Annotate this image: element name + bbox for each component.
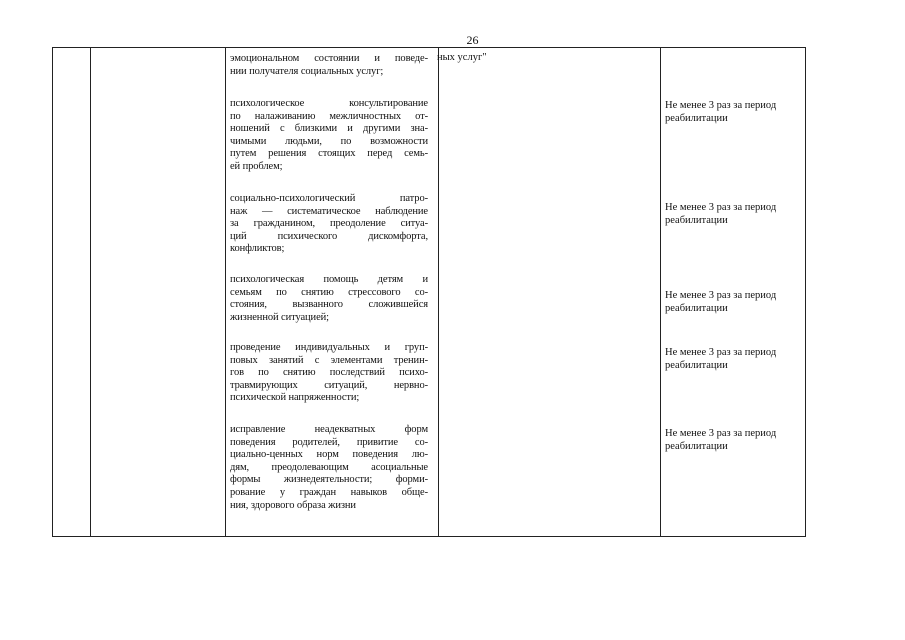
service-line: травмирующих ситуаций, нервно- [230,379,428,391]
service-line: жизненной ситуацией; [230,311,329,323]
service-line: формы жизнедеятельности; форми- [230,474,428,486]
service-line: исправление неадекватных форм [230,424,428,435]
column-divider-3 [438,47,439,537]
service-description-2 [230,193,428,256]
service-period-2: Не менее 3 раз за период реабилитации [665,202,777,226]
service-line: циально-ценных норм поведения лю- [230,449,428,461]
service-line: семьям по снятию стрессового со- [230,286,428,298]
service-line: проведение индивидуальных и груп- [230,342,428,353]
service-line: повых занятий с элементами тренин- [230,354,428,366]
service-description-5 [230,424,428,512]
service-line: чимыми людьми, по возможности [230,135,428,147]
service-line: рование у граждан навыков обще- [230,486,428,498]
service-line: социально-психологический патро- [230,193,428,204]
service-line: дям, преодолевающим асоциальные [230,461,428,473]
service-line: психологическая помощь детям и [230,274,428,285]
column-divider-2 [225,47,226,537]
overflow-text: ных услуг" [437,52,487,63]
column-divider-4 [660,47,661,537]
service-description-0 [230,53,428,78]
service-line: гов по снятию последствий психо- [230,367,428,379]
service-period-1: Не менее 3 раз за период реабилитации [665,100,777,124]
service-line: стояния, вызванного сложившейся [230,299,428,311]
service-line: ния, здорового образа жизни [230,499,356,511]
service-line: ций психического дискомфорта, [230,230,428,242]
service-line: за гражданином, преодоление ситуа- [230,218,428,230]
service-line: конфликтов; [230,243,285,255]
service-line: психической напряженности; [230,392,360,404]
page-number: 26 [466,33,479,47]
service-line: нии получателя социальных услуг; [230,65,384,77]
service-period-4: Не менее 3 раз за период реабилитации [665,347,777,371]
service-line: психологическое консультирование [230,98,428,109]
service-period-3: Не менее 3 раз за период реабилитации [665,290,777,314]
service-line: поведения родителей, привитие со- [230,436,428,448]
column-divider-1 [90,47,91,537]
service-line: эмоциональном состоянии и поведе- [230,53,428,64]
service-line: наж — систематическое наблюдение [230,205,428,217]
service-line: ей проблем; [230,160,283,172]
service-line: путем решения стоящих перед семь- [230,148,428,160]
service-description-1 [230,98,428,174]
service-line: по налаживанию межличностных от- [230,110,428,122]
service-description-3 [230,274,428,324]
service-period-5: Не менее 3 раз за период реабилитации [665,428,777,452]
service-line: ношений с близкими и другими зна- [230,123,428,135]
service-description-4 [230,342,428,405]
